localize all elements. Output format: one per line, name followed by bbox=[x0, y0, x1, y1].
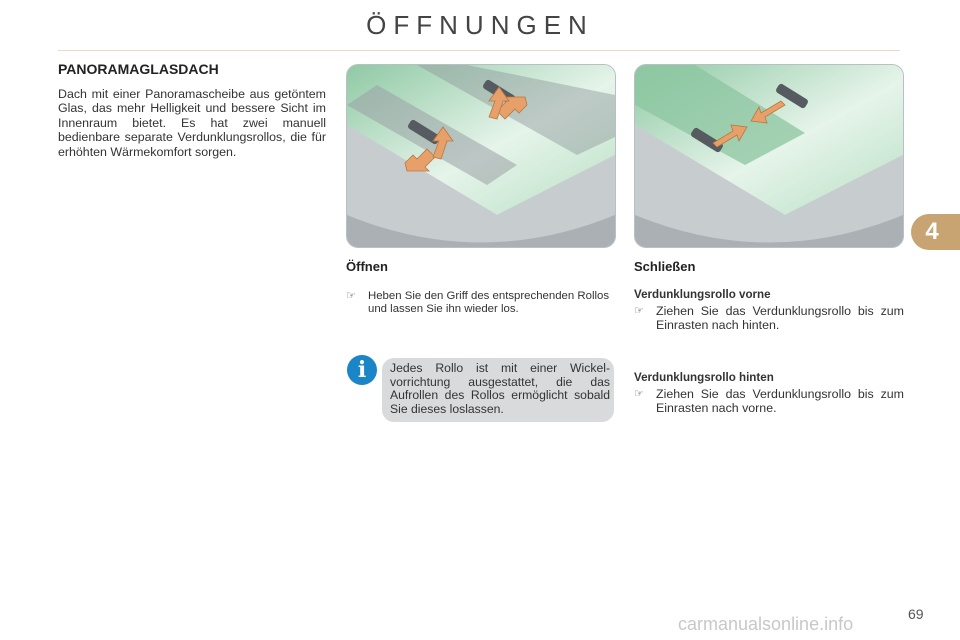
hand-pointer-icon: ☞ bbox=[634, 305, 644, 317]
rear-blind-text: Ziehen Sie das Verdunklungsrollo bis zum Einrasten nach vorne. bbox=[656, 387, 904, 415]
sunroof-open-illustration bbox=[346, 64, 616, 248]
hand-pointer-icon: ☞ bbox=[634, 388, 644, 400]
rear-blind-heading: Verdunklungsrollo hinten bbox=[634, 371, 774, 384]
front-blind-heading: Verdunklungsrollo vorne bbox=[634, 288, 771, 301]
chapter-number: 4 bbox=[925, 218, 939, 245]
section-title: PANORAMAGLASDACH bbox=[58, 61, 219, 77]
header-divider bbox=[58, 50, 900, 51]
info-text: Jedes Rollo ist mit einer Wickel-vorrichtung ausgestattet, die das Aufrollen des Rollos ermöglicht sobald Sie dieses loslassen. bbox=[390, 361, 610, 416]
page-number: 69 bbox=[908, 606, 924, 622]
close-heading: Schließen bbox=[634, 259, 696, 274]
open-instruction-text: Heben Sie den Griff des entsprechenden Rollos und lassen Sie ihn wieder los. bbox=[368, 290, 610, 315]
info-icon: i bbox=[347, 355, 377, 385]
hand-pointer-icon: ☞ bbox=[346, 290, 356, 302]
sunroof-close-illustration bbox=[634, 64, 904, 248]
front-blind-instruction bbox=[634, 305, 904, 332]
watermark: carmanualsonline.info bbox=[678, 614, 854, 634]
open-heading: Öffnen bbox=[346, 259, 388, 274]
page-header-title: ÖFFNUNGEN bbox=[366, 10, 594, 40]
front-blind-text: Ziehen Sie das Verdunklungsrollo bis zum Einrasten nach hinten. bbox=[656, 304, 904, 332]
rear-blind-instruction bbox=[634, 388, 904, 415]
open-instruction bbox=[346, 290, 618, 315]
intro-paragraph: Dach mit einer Panoramascheibe aus getöntem Glas, das mehr Helligkeit und bessere Sicht im Innenraum bietet. Es hat zwei manuell bedienbare separate Verdunklungsrollos, die für erhöhten Wärmekomfort sorgen. bbox=[58, 87, 326, 159]
